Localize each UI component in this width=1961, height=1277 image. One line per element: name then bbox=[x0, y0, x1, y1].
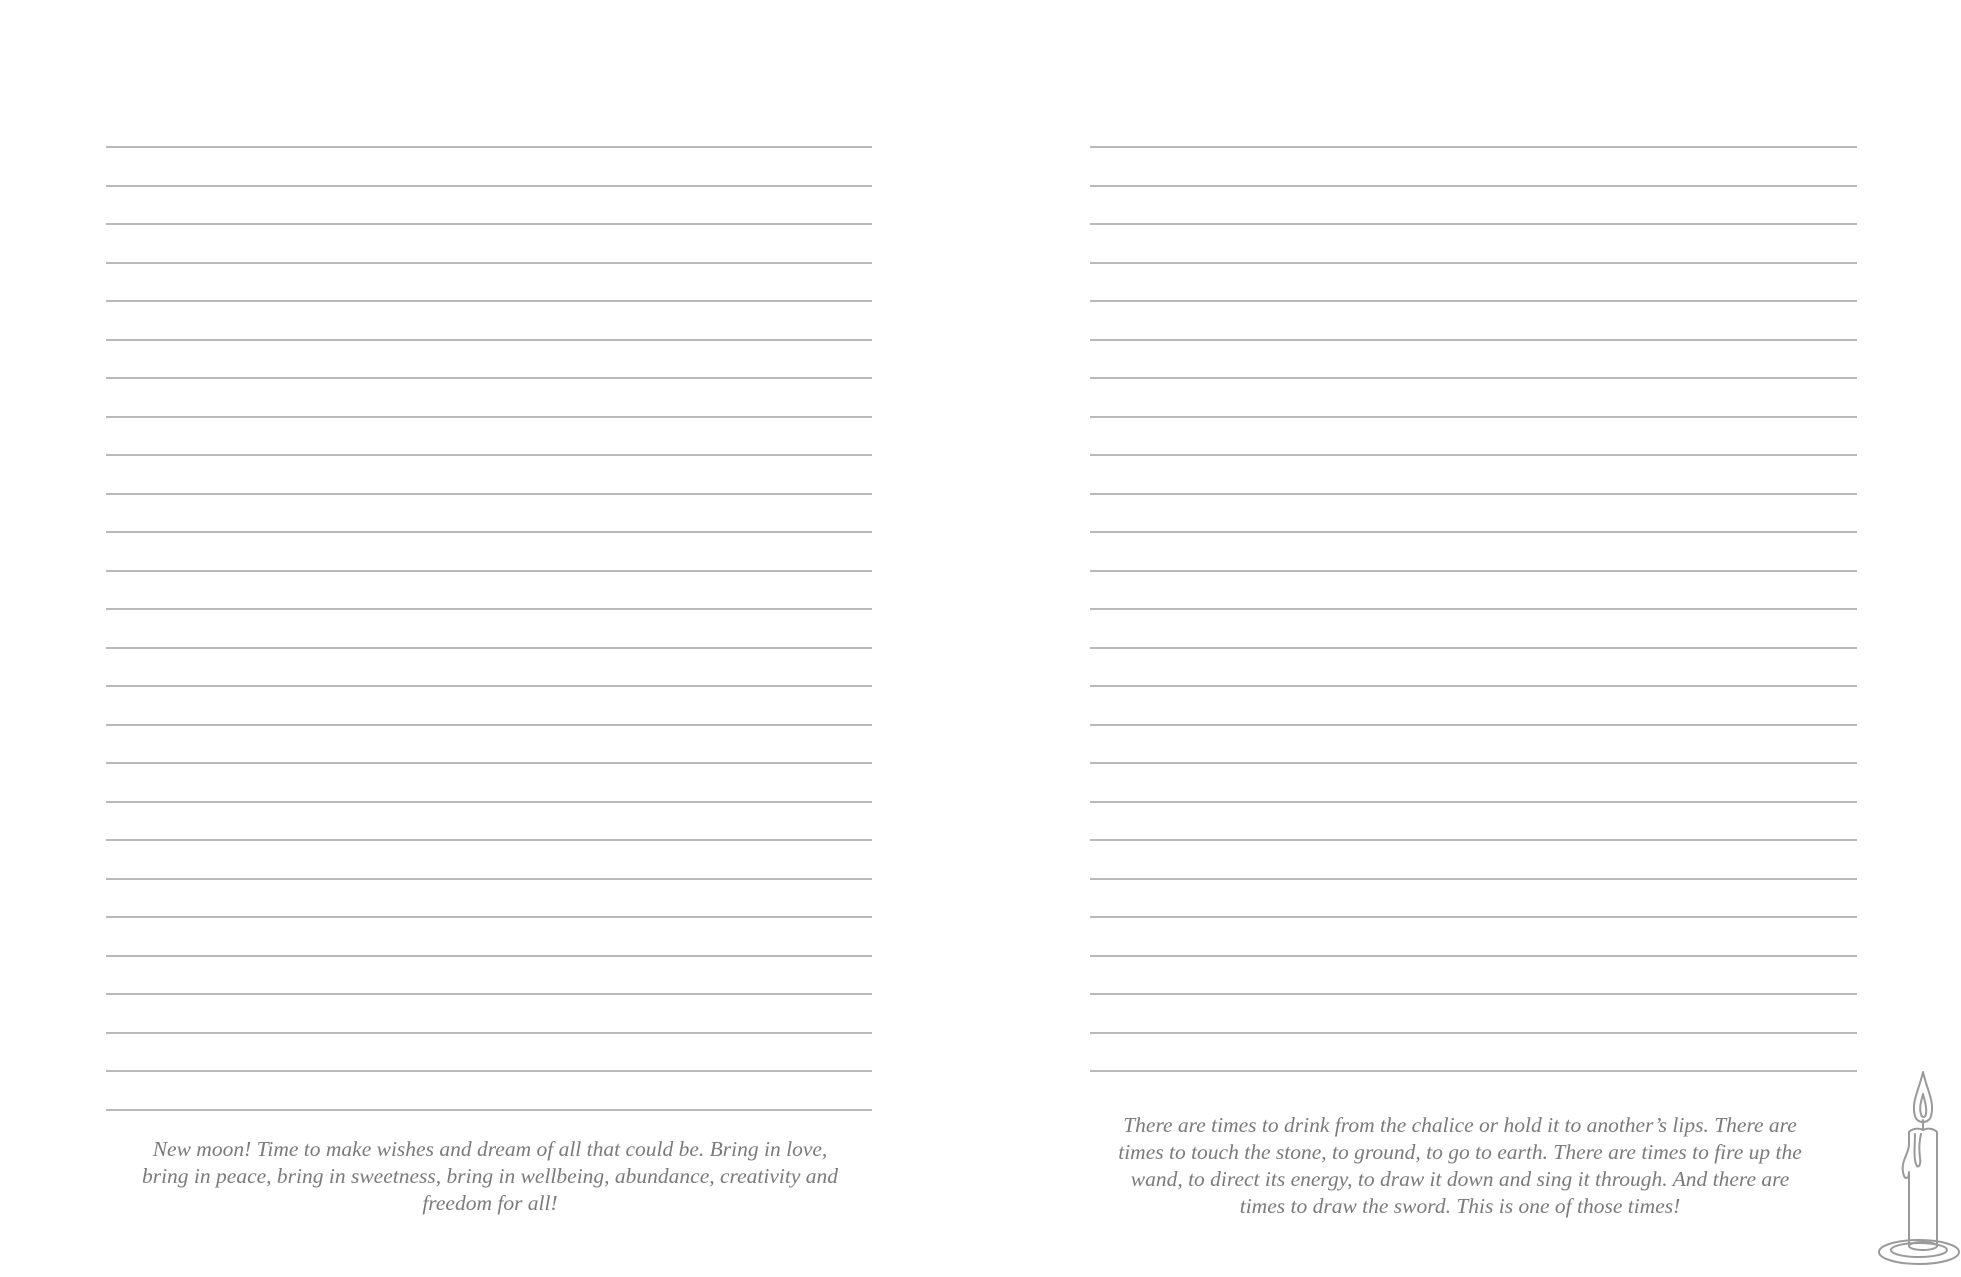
writing-line bbox=[106, 223, 872, 225]
left-page-quote: New moon! Time to make wishes and dream of all that could be. Bring in love, bring in peace, bring in sweetness, bring in wellbeing, abundance, creativity and freedom for all! bbox=[141, 1137, 839, 1215]
writing-line bbox=[106, 993, 872, 995]
writing-line bbox=[106, 724, 872, 726]
left-page bbox=[0, 0, 980, 1277]
writing-line bbox=[106, 1032, 872, 1034]
writing-line bbox=[1090, 416, 1857, 418]
writing-line bbox=[1090, 762, 1857, 764]
writing-line bbox=[106, 454, 872, 456]
writing-line bbox=[106, 1109, 872, 1111]
writing-line bbox=[106, 647, 872, 649]
writing-line bbox=[1090, 916, 1857, 918]
writing-line bbox=[1090, 454, 1857, 456]
right-page bbox=[980, 0, 1961, 1277]
writing-line bbox=[1090, 377, 1857, 379]
writing-line bbox=[106, 300, 872, 302]
right-page-quote: There are times to drink from the chalice or hold it to another’s lips. There are times to touch the stone, to ground, to go to earth. There are times to fire up the wand, to direct its energy, to draw it down and sing it through. And there are times to draw the sword. This is one of those times! bbox=[1118, 1113, 1802, 1218]
writing-line bbox=[106, 955, 872, 957]
writing-line bbox=[1090, 801, 1857, 803]
writing-line bbox=[1090, 146, 1857, 148]
writing-line bbox=[106, 608, 872, 610]
writing-line bbox=[106, 493, 872, 495]
writing-line bbox=[1090, 300, 1857, 302]
writing-line bbox=[1090, 724, 1857, 726]
writing-line bbox=[1090, 839, 1857, 841]
writing-line bbox=[106, 377, 872, 379]
writing-line bbox=[106, 685, 872, 687]
writing-line bbox=[1090, 339, 1857, 341]
writing-line bbox=[106, 1070, 872, 1072]
writing-line bbox=[1090, 185, 1857, 187]
writing-line bbox=[1090, 608, 1857, 610]
writing-line bbox=[106, 339, 872, 341]
writing-line bbox=[106, 878, 872, 880]
left-writing-lines bbox=[0, 0, 980, 1277]
writing-line bbox=[106, 801, 872, 803]
writing-line bbox=[106, 570, 872, 572]
writing-line bbox=[1090, 878, 1857, 880]
writing-line bbox=[1090, 993, 1857, 995]
writing-line bbox=[1090, 570, 1857, 572]
writing-line bbox=[106, 185, 872, 187]
writing-line bbox=[106, 262, 872, 264]
writing-line bbox=[1090, 1070, 1857, 1072]
writing-line bbox=[106, 916, 872, 918]
writing-line bbox=[1090, 262, 1857, 264]
writing-line bbox=[106, 531, 872, 533]
writing-line bbox=[1090, 955, 1857, 957]
writing-line bbox=[1090, 685, 1857, 687]
writing-line bbox=[1090, 531, 1857, 533]
writing-line bbox=[106, 762, 872, 764]
writing-line bbox=[106, 839, 872, 841]
writing-line bbox=[106, 416, 872, 418]
candle-icon bbox=[1873, 1068, 1961, 1268]
writing-line bbox=[1090, 1032, 1857, 1034]
writing-line bbox=[1090, 223, 1857, 225]
writing-line bbox=[106, 146, 872, 148]
writing-line bbox=[1090, 647, 1857, 649]
right-writing-lines bbox=[980, 0, 1961, 1277]
writing-line bbox=[1090, 493, 1857, 495]
